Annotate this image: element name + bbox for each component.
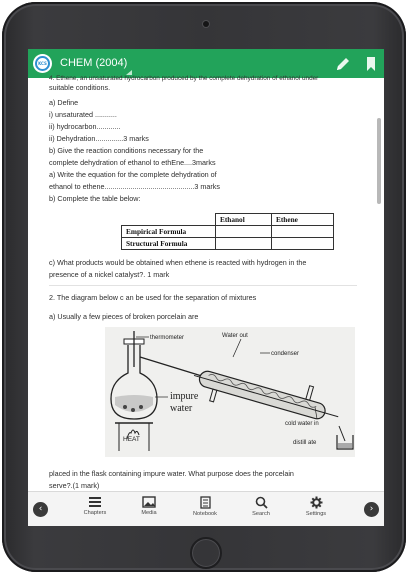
text-line: c) What products would be obtained when ethene is reacted with hydrogen in the bbox=[49, 258, 307, 267]
pencil-icon bbox=[334, 55, 352, 73]
cut-off-line: 4. Ethene, an unsaturated hydrocarbon produced by the complete dehydration of ethanol under bbox=[49, 75, 319, 82]
label-condenser: condenser bbox=[271, 351, 300, 357]
label-thermometer: thermometer bbox=[150, 335, 185, 341]
table-cell bbox=[272, 238, 334, 250]
text-line: ii) Dehydration..............3 marks bbox=[49, 134, 149, 143]
toolbar-notebook-button[interactable] bbox=[185, 496, 225, 517]
menu-icon bbox=[88, 496, 102, 508]
notebook-icon bbox=[199, 496, 211, 509]
table-header-cell: Ethene bbox=[272, 214, 334, 226]
text-line: presence of a nickel catalyst?. 1 mark bbox=[49, 270, 170, 279]
text-line: placed in the flask containing impure water. What purpose does the porcelain bbox=[49, 469, 294, 478]
edit-pencil-button[interactable] bbox=[334, 55, 352, 73]
label-heat: HEAT bbox=[123, 436, 140, 443]
text-line: a) Define bbox=[49, 98, 79, 107]
label-water: water bbox=[170, 403, 193, 414]
search-icon bbox=[255, 496, 268, 509]
label-distillate: distill ate bbox=[293, 440, 317, 446]
toolbar-settings-button[interactable] bbox=[296, 496, 336, 517]
bottom-toolbar bbox=[28, 491, 384, 526]
label-impure: impure bbox=[170, 391, 199, 402]
text-line: ii) hydrocarbon............ bbox=[49, 122, 121, 131]
table-header-row bbox=[122, 214, 334, 226]
table-cell: Empirical Formula bbox=[122, 226, 216, 238]
tablet-frame bbox=[2, 2, 406, 572]
text-line: b) Give the reaction conditions necessary for the bbox=[49, 146, 204, 155]
vertical-scrollbar[interactable] bbox=[377, 118, 381, 204]
label-cold-water-in: cold water in bbox=[285, 421, 319, 427]
text-line: ethanol to ethene.............................................3 marks bbox=[49, 182, 220, 191]
toolbar-label: Search bbox=[252, 511, 270, 517]
next-page-button[interactable] bbox=[364, 502, 379, 517]
app-logo bbox=[33, 54, 52, 73]
table-cell bbox=[272, 226, 334, 238]
text-line: 2. The diagram below c an be used for the separation of mixtures bbox=[49, 293, 257, 302]
previous-page-button[interactable] bbox=[33, 502, 48, 517]
app-logo-text: KCS bbox=[38, 61, 47, 66]
text-line: suitable conditions. bbox=[49, 83, 111, 92]
image-icon bbox=[142, 496, 156, 508]
toolbar-label: Notebook bbox=[193, 511, 217, 517]
toolbar-label: Media bbox=[141, 510, 157, 516]
app-screen bbox=[28, 49, 384, 526]
label-water-out: Water out bbox=[222, 333, 248, 339]
text-line: a) Write the equation for the complete dehydration of bbox=[49, 170, 217, 179]
table-cell bbox=[216, 238, 272, 250]
bookmark-icon bbox=[365, 55, 377, 73]
text-line: i) unsaturated ........... bbox=[49, 110, 117, 119]
toolbar-label: Settings bbox=[305, 511, 327, 517]
toolbar-media-button[interactable] bbox=[129, 496, 169, 516]
table-row bbox=[122, 238, 334, 250]
table-row bbox=[122, 226, 334, 238]
chapter-content[interactable] bbox=[28, 75, 384, 491]
table-header-cell bbox=[122, 214, 216, 226]
toolbar-chapters-button[interactable] bbox=[75, 496, 115, 516]
table-cell bbox=[216, 226, 272, 238]
gear-icon bbox=[310, 496, 323, 509]
home-button[interactable] bbox=[190, 537, 222, 569]
toolbar-label: Chapters bbox=[83, 510, 107, 516]
front-camera bbox=[203, 21, 209, 27]
page-title: CHEM (2004) bbox=[60, 57, 128, 69]
chevron-right-icon: › bbox=[369, 504, 374, 514]
text-line: a) Usually a few pieces of broken porcelain are bbox=[49, 312, 199, 321]
distillation-diagram bbox=[105, 327, 355, 457]
text-line: serve?.(1 mark) bbox=[49, 481, 100, 490]
toolbar-search-button[interactable] bbox=[241, 496, 281, 517]
formula-table bbox=[121, 213, 334, 250]
table-header-cell: Ethanol bbox=[216, 214, 272, 226]
text-line: b) Complete the table below: bbox=[49, 194, 141, 203]
section-divider bbox=[49, 285, 357, 286]
chevron-left-icon: ‹ bbox=[38, 504, 43, 514]
text-line: complete dehydration of ethanol to ethEne....3marks bbox=[49, 158, 216, 167]
table-cell: Structural Formula bbox=[122, 238, 216, 250]
bookmark-button[interactable] bbox=[365, 55, 377, 73]
